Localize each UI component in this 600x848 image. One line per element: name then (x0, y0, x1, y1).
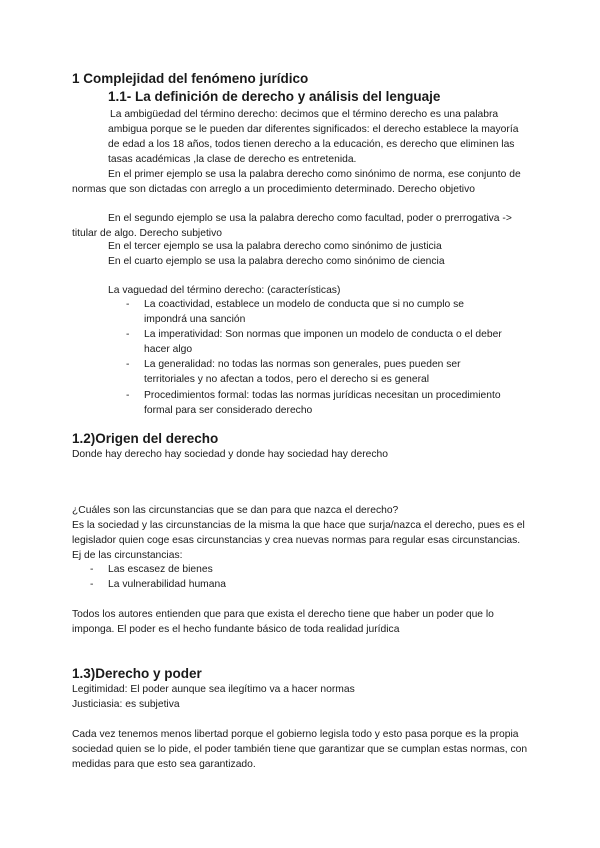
list-item: - Procedimientos formal: todas las normas jurídicas necesitan un procedimiento formal para ser considerado derecho (126, 388, 506, 418)
paragraph-ejemplo-1: En el primer ejemplo se usa la palabra derecho como sinónimo de norma, ese conjunto de normas que son dictadas con arreglo a un procedimiento determinado. Derecho objetivo (72, 169, 521, 196)
paragraph-origen-answer: Es la sociedad y las circunstancias de la misma la que hace que surja/nazca el derecho, pues es el legislador quien coge esas circunstancias y crea nuevas normas para regular esas circunstancias. Ej de las circunstancias: (72, 520, 525, 562)
heading-derecho-y-poder: 1.3)Derecho y poder (72, 666, 202, 681)
paragraph-ejemplo-4: En el cuarto ejemplo se usa la palabra derecho como sinónimo de ciencia (108, 256, 445, 267)
list-item: - La vulnerabilidad humana (90, 577, 510, 592)
paragraph-legitimidad: Legitimidad: El poder aunque sea ilegítimo va a hacer normas (72, 684, 355, 695)
paragraph-libertad: Cada vez tenemos menos libertad porque el gobierno legisla todo y esto pasa porque es la propia sociedad quien se lo pide, el poder también tiene que garantizar que se cumplan estas normas, con medidas para que esto sea garantizado. (72, 729, 528, 771)
list-item: - Las escasez de bienes (90, 562, 510, 577)
vaguedad-list (126, 297, 506, 418)
paragraph-ejemplo-2: En el segundo ejemplo se usa la palabra derecho como facultad, poder o prerrogativa -> titular de algo. Derecho subjetivo (72, 213, 512, 240)
paragraph-origen-question: ¿Cuáles son las circunstancias que se dan para que nazca el derecho? (72, 505, 399, 516)
paragraph-origen-line: Donde hay derecho hay sociedad y donde hay sociedad hay derecho (72, 449, 388, 460)
circunstancias-list (90, 562, 510, 592)
paragraph-justiciasia: Justiciasia: es subjetiva (72, 699, 180, 710)
list-item: - La imperatividad: Son normas que imponen un modelo de conducta o el deber hacer algo (126, 327, 506, 357)
heading-origen-derecho: 1.2)Origen del derecho (72, 431, 219, 446)
heading-definicion-derecho: 1.1- La definición de derecho y análisis del lenguaje (108, 89, 441, 104)
paragraph-vaguedad-title: La vaguedad del término derecho: (características) (108, 285, 341, 296)
paragraph-poder-fundante: Todos los autores entienden que para que exista el derecho tiene que haber un poder que lo imponga. El poder es el hecho fundante básico de toda realidad jurídica (72, 609, 494, 636)
heading-complejidad: 1 Complejidad del fenómeno jurídico (72, 71, 309, 86)
paragraph-ambiguedad: La ambigüedad del término derecho: decimos que el término derecho es una palabra ambigua porque se le pueden dar diferentes significados: el derecho establece la mayoría de edad a los 18 años, todos tienen derecho a la educación, es derecho que eliminen las tasas académicas ,la clase de derecho es entretenida. (108, 109, 519, 166)
paragraph-ejemplo-3: En el tercer ejemplo se usa la palabra derecho como sinónimo de justicia (108, 241, 442, 252)
list-item: - La generalidad: no todas las normas son generales, pues pueden ser territoriales y no afectan a todos, pero el derecho si es general (126, 357, 506, 387)
list-item: - La coactividad, establece un modelo de conducta que si no cumplo se impondrá una sanción (126, 297, 506, 327)
